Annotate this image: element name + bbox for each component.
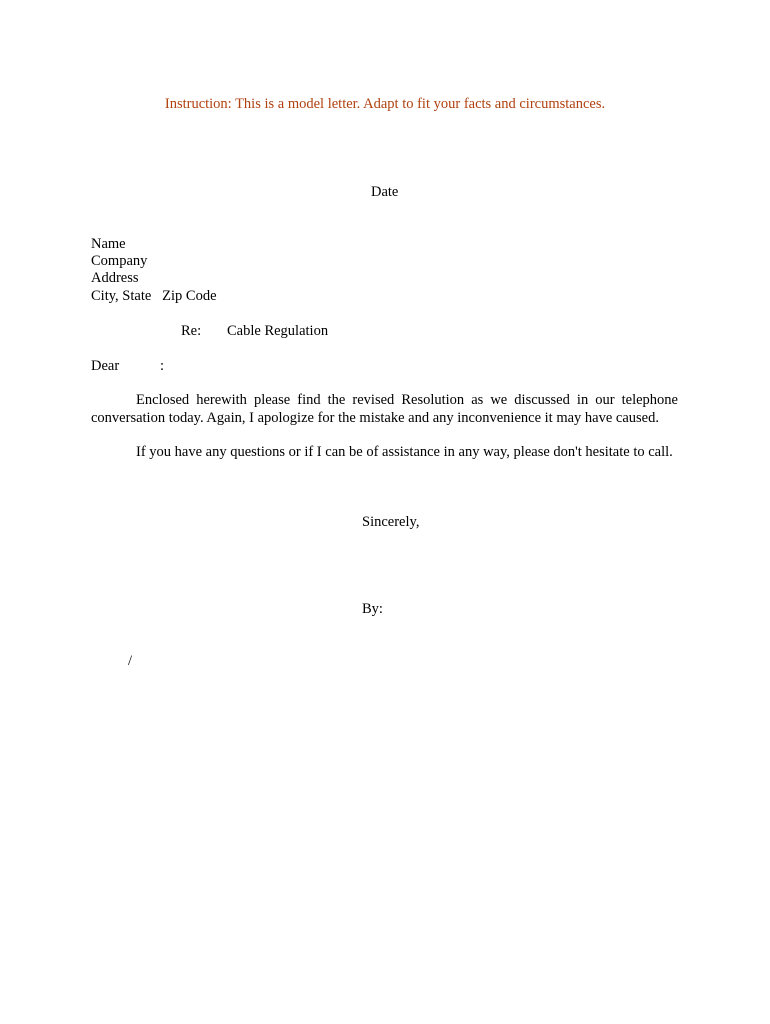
letter-date: Date — [371, 184, 399, 200]
salutation-colon: : — [160, 358, 165, 374]
recipient-city-state-zip: City, State Zip Code — [91, 288, 217, 304]
initials-separator: / — [128, 653, 133, 669]
salutation-dear: Dear — [91, 358, 120, 374]
signature-by: By: — [362, 601, 383, 617]
closing-sincerely: Sincerely, — [362, 514, 420, 530]
body-paragraph-1: Enclosed herewith please find the revised Resolution as we discussed in our telephone conversation today. Again, I apologize for the mistake and any inconvenience it may have caused. — [91, 392, 678, 426]
body-paragraph-2: If you have any questions or if I can be of assistance in any way, please don't hesitate to call. — [136, 444, 673, 460]
re-subject: Cable Regulation — [227, 323, 329, 339]
recipient-address: Address — [91, 270, 139, 286]
recipient-name: Name — [91, 236, 126, 252]
re-label: Re: — [181, 323, 202, 339]
instruction-note: Instruction: This is a model letter. Adapt to fit your facts and circumstances. — [164, 96, 606, 112]
recipient-company: Company — [91, 253, 148, 269]
